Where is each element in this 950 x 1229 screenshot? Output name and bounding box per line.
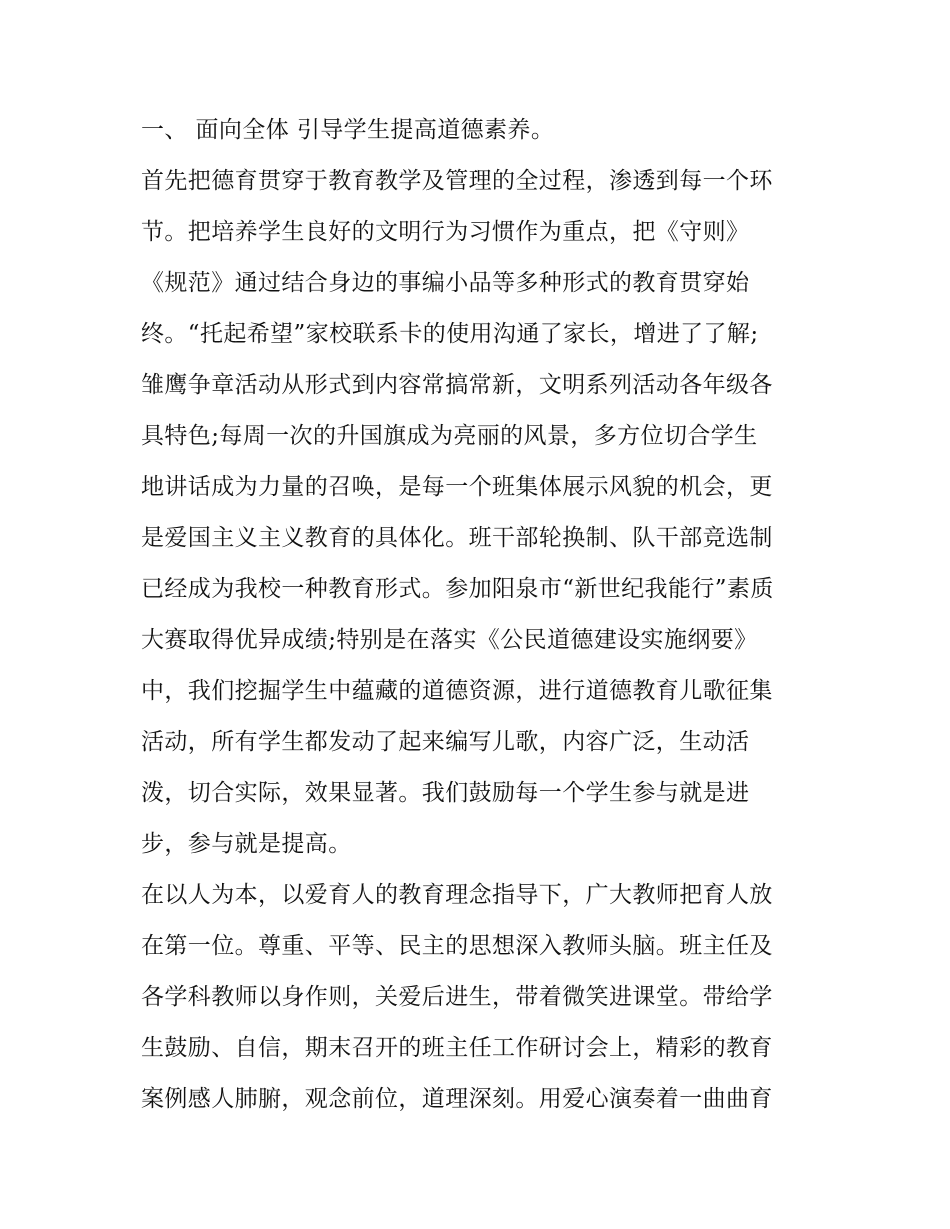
text-line: 是爱国主义主义教育的具体化。班干部轮换制、队干部竞选制 <box>141 525 773 551</box>
text-line: 各学科教师以身作则，关爱后进生，带着微笑进课堂。带给学 <box>141 984 773 1010</box>
text-line: 步，参与就是提高。 <box>141 831 352 857</box>
text-line: 雏鹰争章活动从形式到内容常搞常新，文明系列活动各年级各 <box>141 372 773 398</box>
text-line: 活动，所有学生都发动了起来编写儿歌，内容广泛，生动活 <box>141 729 750 755</box>
text-line: 中，我们挖掘学生中蕴藏的道德资源，进行道德教育儿歌征集 <box>141 678 773 704</box>
text-line: 首先把德育贯穿于教育教学及管理的全过程，渗透到每一个环 <box>141 168 773 194</box>
text-line: 泼，切合实际，效果显著。我们鼓励每一个学生参与就是进 <box>141 780 750 806</box>
text-line: 生鼓励、自信，期末召开的班主任工作研讨会上，精彩的教育 <box>141 1035 773 1061</box>
text-line: 具特色;每周一次的升国旗成为亮丽的风景，多方位切合学生 <box>141 423 758 449</box>
text-line: 节。把培养学生良好的文明行为习惯作为重点，把《守则》 <box>141 219 750 245</box>
text-line: 大赛取得优异成绩;特别是在落实《公民道德建设实施纲要》 <box>141 627 758 653</box>
text-line: 地讲话成为力量的召唤，是每一个班集体展示风貌的机会，更 <box>141 474 773 500</box>
text-line: 终。“托起希望”家校联系卡的使用沟通了家长，增进了了解; <box>141 321 759 347</box>
text-line: 在以人为本，以爱育人的教育理念指导下，广大教师把育人放 <box>141 882 773 908</box>
text-line: 在第一位。尊重、平等、民主的思想深入教师头脑。班主任及 <box>141 933 773 959</box>
section-heading: 一、 面向全体 引导学生提高道德素养。 <box>141 117 555 143</box>
text-line: 案例感人肺腑，观念前位，道理深刻。用爱心演奏着一曲曲育 <box>141 1086 773 1112</box>
text-line: 已经成为我校一种教育形式。参加阳泉市“新世纪我能行”素质 <box>141 576 774 602</box>
text-line: 《规范》通过结合身边的事编小品等多种形式的教育贯穿始 <box>141 270 750 296</box>
